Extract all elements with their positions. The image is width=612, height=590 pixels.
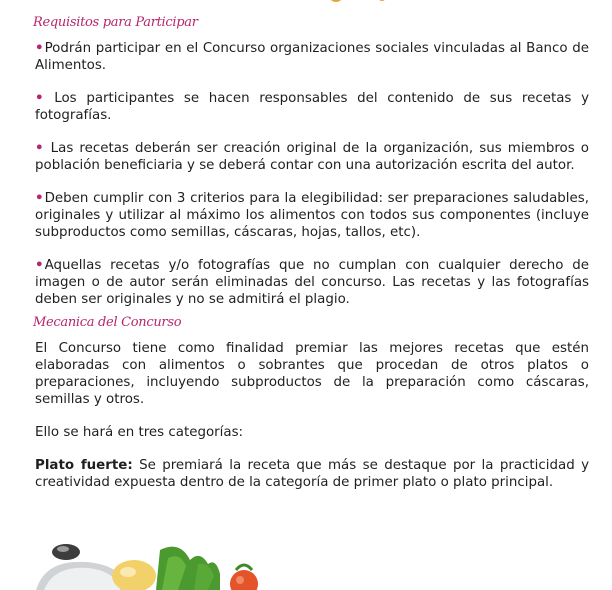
category-plato-fuerte	[35, 457, 589, 491]
requirement-text: Podrán participar en el Concurso organizaciones sociales vinculadas al Banco de Alimentos.	[35, 41, 589, 73]
requirement-item-4	[35, 190, 589, 241]
bullet-icon: •	[35, 141, 44, 156]
requirement-item-1	[35, 40, 589, 74]
bullet-icon: •	[35, 191, 44, 206]
categories-intro: Ello se hará en tres categorías:	[35, 425, 244, 440]
cooking-pot-vegetables-icon	[30, 530, 270, 590]
requirement-text: Los participantes se hacen responsables del contenido de sus recetas y fotografías.	[35, 91, 589, 123]
section-title-requisitos: Requisitos para Participar	[33, 15, 198, 30]
requirement-text: Las recetas deberán ser creación original de la organización, sus miembros o población beneficiaria y se deberá contar con una autorización escrita del autor.	[35, 141, 589, 173]
category-label: Plato fuerte:	[35, 458, 133, 473]
requirement-item-3	[35, 140, 589, 174]
category-text: Se premiará la receta que más se destaque por la practicidad y creatividad expuesta dentro de la categoría de primer plato o plato principal.	[35, 458, 589, 490]
requirement-item-2	[35, 90, 589, 124]
mechanics-intro: El Concurso tiene como finalidad premiar las mejores recetas que estén elaboradas con alimentos o sobrantes que procedan de otros platos o preparaciones, incluyendo subproductos de la preparación como cáscaras, semillas y otros.	[35, 341, 589, 407]
requirement-text: Deben cumplir con 3 criterios para la elegibilidad: ser preparaciones saludables, originales y utilizar al máximo los alimentos con todos sus componentes (incluye subproductos como semillas, cáscaras, hojas, tallos, etc).	[35, 191, 589, 240]
bullet-icon: •	[35, 91, 44, 106]
section-title-mecanica: Mecanica del Concurso	[33, 315, 182, 330]
document-body	[35, 14, 589, 507]
requirement-item-5	[35, 257, 589, 308]
bullet-icon: •	[35, 258, 44, 273]
top-decoration-icon	[330, 0, 390, 4]
requirement-text: Aquellas recetas y/o fotografías que no cumplan con cualquier derecho de imagen o de autor serán eliminadas del concurso. Las recetas y las fotografías deben ser originales y no se admitirá el plagio.	[35, 258, 589, 307]
bullet-icon: •	[35, 41, 44, 56]
